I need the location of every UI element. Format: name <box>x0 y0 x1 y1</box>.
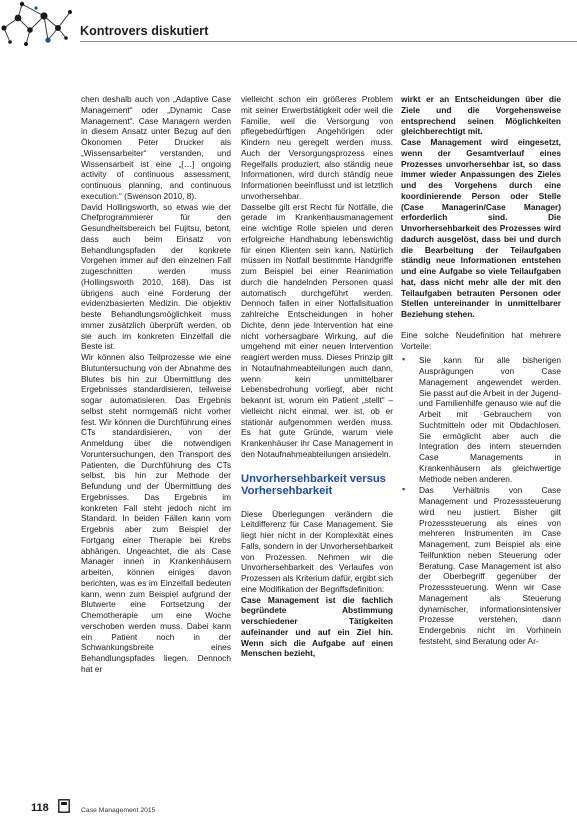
list-item: ▪ Sie kann für alle bisherigen Ausprägungen von Case Management angewendet werden. Sie passt auf die Arbeit in der Jugend- und Familienhilfe genauso wie auf die Arbeit mit Gebrauchern von Suchtmitteln oder mit Obdachlosen. Sie ermöglicht aber auch die Integration des intern steuernden Case Managements in Krankenhäusern als gleichwertige Methode neben anderen. <box>401 355 561 484</box>
list-item: ▪ Das Verhältnis von Case Management und Prozesssteuerung wird neu justiert. Bisher gilt Prozesssteuerung als eines von mehreren Instrumenten im Case Management, zum Beispiel als eine Teilfunktion neben Steuerung oder Beratung. Case Management ist also der Oberbegriff gegenüber der Prozesssteuerung. Wenn wir Case Management als Steuerung dynamischer, informationsintensiver Prozesse verstehen, dann Endergebnis nicht im Vorhinein feststeht, sind Beratung oder Ar- <box>401 485 561 646</box>
page-footer <box>0 796 577 836</box>
paragraph: David Hollingsworth, so etwas wie der Chefprogrammierer für den Gesundheitsbereich bei Fujitsu, betont, dass auch beim Einsatz von Behandlungspfaden der konkrete Vorgehen immer auf den einzelnen Fall zugeschnitten werden muss (Hollingsworth 2010, 168). Das ist übrigens auch eine Forderung der evidenzbasierten Medizin. Die objektiv beste Behandlungsmöglichkeit muss immer zusätzlich überprüft werden, ob sie auch im konkreten Einzelfall die Beste ist. <box>81 201 231 352</box>
definition-paragraph: Case Management ist die fachlich begründete Abstimmung verschiedener Tätigkeiten aufeinander und auf ein Ziel hin. Wenn sich die Aufgabe auf einen Menschen bezieht, <box>241 594 393 659</box>
paragraph: Dasselbe gilt erst Recht für Notfälle, die gerade im Krankenhausmanagement eine wichtige Rolle spielen und deren erfolgreiche Handhabung lebenswichtig für einen Klienten sein kann. Natürlich müssen im Notfall bestimmte Handgriffe zum Beispiel bei einer Reanimation durch die handelnden Personen quasi automatisch durchgeführt werden. Dennoch fallen in einer Notfallsituation zahlreiche Entscheidungen in hoher Dichte, denn jede Intervention hat eine nicht vorhersagbare Wirkung, auf die umgehend mit einer neuen Intervention reagiert werden muss. Dieses Prinzip gilt in Notaufnahmeabteilungen auch dann, wenn kein unmittelbarer Lebensbedrohung vorliegt, aber nicht bekannt ist, worum ein Patient „stellt“ – vielleicht nicht einmal, wer ist, ob er stationär aufgenommen werden muss. Es hat gute Gründe, warum viele Krankenhäuser ihr Case Management in den Notaufnahmeabteilungen ansiedeln. <box>241 201 393 459</box>
definition-paragraph: Case Management wird eingesetzt, wenn der Gesamtverlauf eines Prozesses unvorhersehbar ist, so dass immer wieder Anpassungen des Zieles und des Vorgehens durch eine koordinierende Person oder Stelle (Case Managerin/Case Manager) erforderlich sind. Die Unvorhersehbarkeit des Prozesses wird dadurch ausgelöst, dass bei und durch die Bearbeitung der Teilaufgaben ständig neue Informationen entstehen und eine Aufgabe so viele Teilaufgaben hat, dass nicht mehr alle der mit den Teilaufgaben betrauten Personen oder Stellen untereinander in unmittelbarer Beziehung stehen. <box>401 137 561 319</box>
definition-paragraph: wirkt er an Entscheidungen über die Ziele und die Vorgehensweise entsprechend seinen Möglichkeiten gleichberechtigt mit. <box>401 94 561 137</box>
text-column-3 <box>401 94 561 647</box>
journal-name: Case Management 2015 <box>81 807 156 814</box>
paragraph: chen deshalb auch von „Adaptive Case Management“ oder „Dynamic Case Management“. Case Managern werden in diesem Ansatz unter Bezug auf den Ökonomen Peter Drucker als „Wissensarbeiter“ verstanden, und Wissensarbeit ist eine „[…] ongoing activity of continuous assessment, continuous planning, and continuous execution.“ (Swenson 2010, 8). <box>81 94 231 201</box>
journal-logo-icon <box>58 799 70 813</box>
text-column-2 <box>241 94 393 659</box>
page-number: 118 <box>31 802 49 814</box>
advantages-list <box>401 355 561 646</box>
paragraph: Diese Überlegungen verändern die Leitdifferenz für Case Management. Sie liegt hier nicht in der Komplexität eines Falls, sondern in der Unvorhersehbarkeit von Prozessen. Nehmen wir die Unvorhersehbarkeit des Verlaufes von Prozessen als Kriterium dafür, ergibt sich eine Modifikation der Begriffsdefinition: <box>241 508 393 594</box>
section-subheading <box>241 473 393 498</box>
page-header <box>0 0 577 52</box>
subheading-line: Unvorhersehbarkeit versus <box>241 472 386 485</box>
subheading-line: Vorhersehbarkeit <box>241 485 333 497</box>
paragraph: vielleicht schon ein größeres Problem mit seiner Erwerbstätigkeit oder weil die Familie, weil die Versorgung von pflegebedürftigen Angehörigen oder Kindern neu geregelt werden muss. Auch der Versorgungsprozess eines Regelfalls produziert, also ständig neue Informationen, wird durch ständig neue Informationen beeinflusst und ist letztlich unvorhersehbar. <box>241 94 393 201</box>
paragraph: Wir können also Teilprozesse wie eine Blutuntersuchung von der Abnahme des Blutes bis hin zur Übermittlung des Ergebnisses standardisieren, teilweise sogar automatisieren. Das Ergebnis selbst steht normgemäß nicht vorher fest. Wir können die Durchführung eines CTs standardisieren, von der Anmeldung über die notwendigen Voruntersuchungen, den Transport des Patienten, die Durchführung des CTs selbst, bis hin zur Methode der Befundung und der Übermittlung des Ergebnisses. Das Ergebnis im konkreten Fall steht jedoch nicht im Standard. In beiden Fällen kann vom Ergebnis aber zum Beispiel der Fortgang einer Therapie bei Krebs abhängen. Ungeachtet, die als Case Manager innen in Krankenhäusern arbeiten, können einiges davon berichten, was es im Einzelfall bedeuten kann, wenn zum Beispiel aufgrund der Blutwerte eine Fortsetzung der Chemotherapie um eine Woche verschoben werden muss. Dabei kann ein Patient noch in der Schwankungsbreite eines Behandlungspfades liegen. Dennoch hat er <box>81 352 231 674</box>
header-divider <box>80 41 577 42</box>
paragraph: Eine solche Neudefinition hat mehrere Vorteile: <box>401 329 561 351</box>
text-column-1 <box>81 94 231 675</box>
section-title: Kontrovers diskutiert <box>80 24 209 38</box>
molecule-network-icon <box>0 0 90 52</box>
